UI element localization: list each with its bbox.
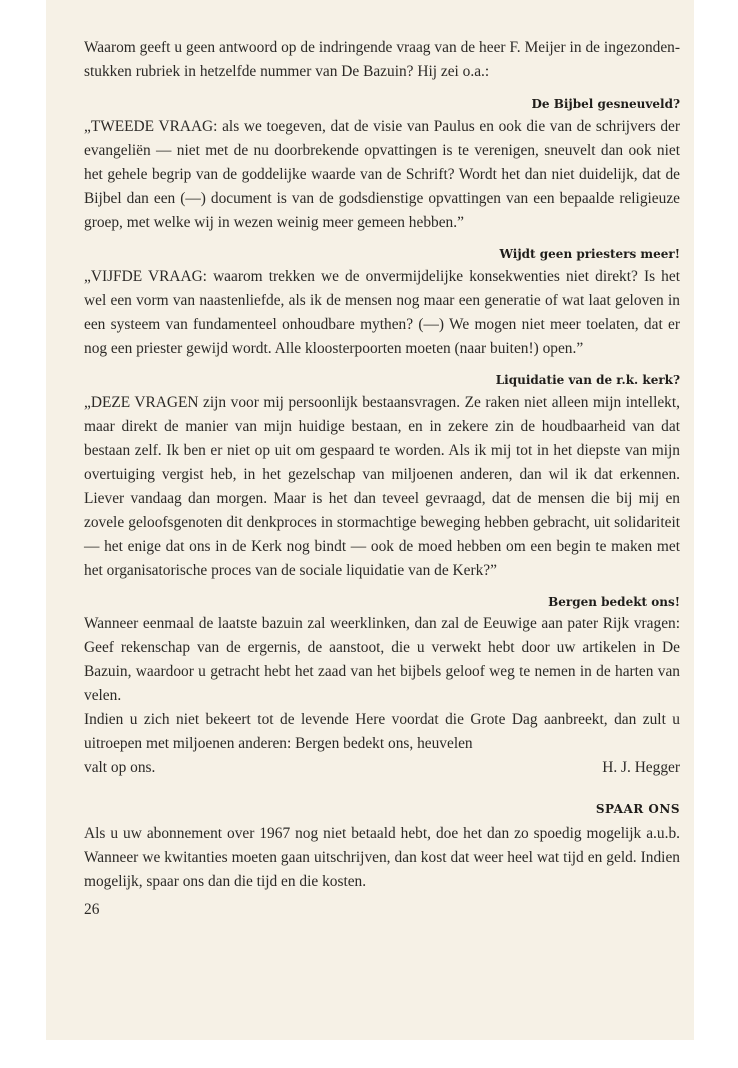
author-signature: H. J. Hegger <box>602 759 680 776</box>
heading-liquidatie: Liquidatie van de r.k. kerk? <box>495 373 680 387</box>
heading-bijbel-gesneuveld: De Bijbel gesneuveld? <box>531 97 680 111</box>
paragraph-bekeert: Indien u zich niet bekeert tot de levende Here voordat die Grote Dag aanbreekt, dan zult u uitroepen met miljoenen anderen: Bergen bedekt ons, heuvelen <box>84 711 680 752</box>
paragraph-bazuin: Wanneer eenmaal de laatste bazuin zal weerklinken, dan zal de Eeuwige aan pater Rijk vragen: Geef rekenschap van de ergernis, de aanstoot, die u verwekt hebt door uw artikelen in De Bazuin, waardoor u getracht hebt het zaad van het bijbels geloof weg te nemen in de harten van velen. <box>84 615 680 704</box>
heading-geen-priesters: Wijdt geen priesters meer! <box>499 247 680 261</box>
paragraph-abonnement: Als u uw abonnement over 1967 nog niet betaald hebt, doe het dan zo spoedig mogelijk a.u.b. Wanneer we kwitanties moeten gaan uitschrijven, dan kost dat weer heel wat tijd en geld. Indien mogelijk, spaar ons dan die tijd en die kosten. <box>84 825 680 890</box>
page-number: 26 <box>84 901 100 918</box>
heading-spaar-ons: SPAAR ONS <box>595 802 680 816</box>
quote-deze-vragen: „DEZE VRAGEN zijn voor mij persoonlijk bestaansvragen. Ze raken niet alleen mijn intellekt, maar direkt de manier van mijn huidige bestaan, en in zekere zin de houdbaarheid van dat bestaan zelf. Ik ben er niet op uit om gespaard te worden. Als ik mij tot in het diepste van mijn overtuiging vergist heb, in het gezelschap van miljoenen anderen, dan wil ik dat erkennen. Liever vandaag dan morgen. Maar is het dan teveel gevraagd, dat de mensen die bij mij en zovele geloofsgenoten dit denkproces in stormachtige beweging hebben gebracht, uit solidariteit — het enige dat ons in de Kerk nog bindt — ook de moed hebben om een begin te maken met het organisatorische proces van de sociale liquidatie van de Kerk?” <box>84 394 680 579</box>
intro-paragraph: Waarom geeft u geen antwoord op de indringende vraag van de heer F. Meijer in de ingezonden-stukken rubriek in hetzelfde nummer van De Bazuin? Hij zei o.a.: <box>84 39 680 80</box>
closing-text: valt op ons. <box>84 759 156 776</box>
quote-vijfde-vraag: „VIJFDE VRAAG: waarom trekken we de onvermijdelijke konsekwenties niet direkt? Is het wel een vorm van naastenliefde, als ik de mensen nog maar een generatie of wat laat geloven in een systeem van fundamenteel onhoudbare mythen? (—) We mogen niet meer toelaten, dat er nog een priester gewijd wordt. Alle kloosterpoorten moeten (naar buiten!) open.” <box>84 268 680 357</box>
page <box>46 0 694 1040</box>
closing-line <box>84 756 680 780</box>
article-body <box>84 36 680 922</box>
quote-tweede-vraag: „TWEEDE VRAAG: als we toegeven, dat de visie van Paulus en ook die van de schrijvers der evangeliën — niet met de nu doorbrekende opvattingen is te verenigen, sneuvelt dan ook niet het gehele begrip van de goddelijke waarde van de Schrift? Wordt het dan niet duidelijk, dat de Bijbel dan een (—) document is van de godsdienstige opvattingen van een bepaalde religieuze groep, met welke wij in wezen weinig meer gemeen hebben.” <box>84 118 680 231</box>
heading-bergen-bedekt: Bergen bedekt ons! <box>548 595 680 609</box>
